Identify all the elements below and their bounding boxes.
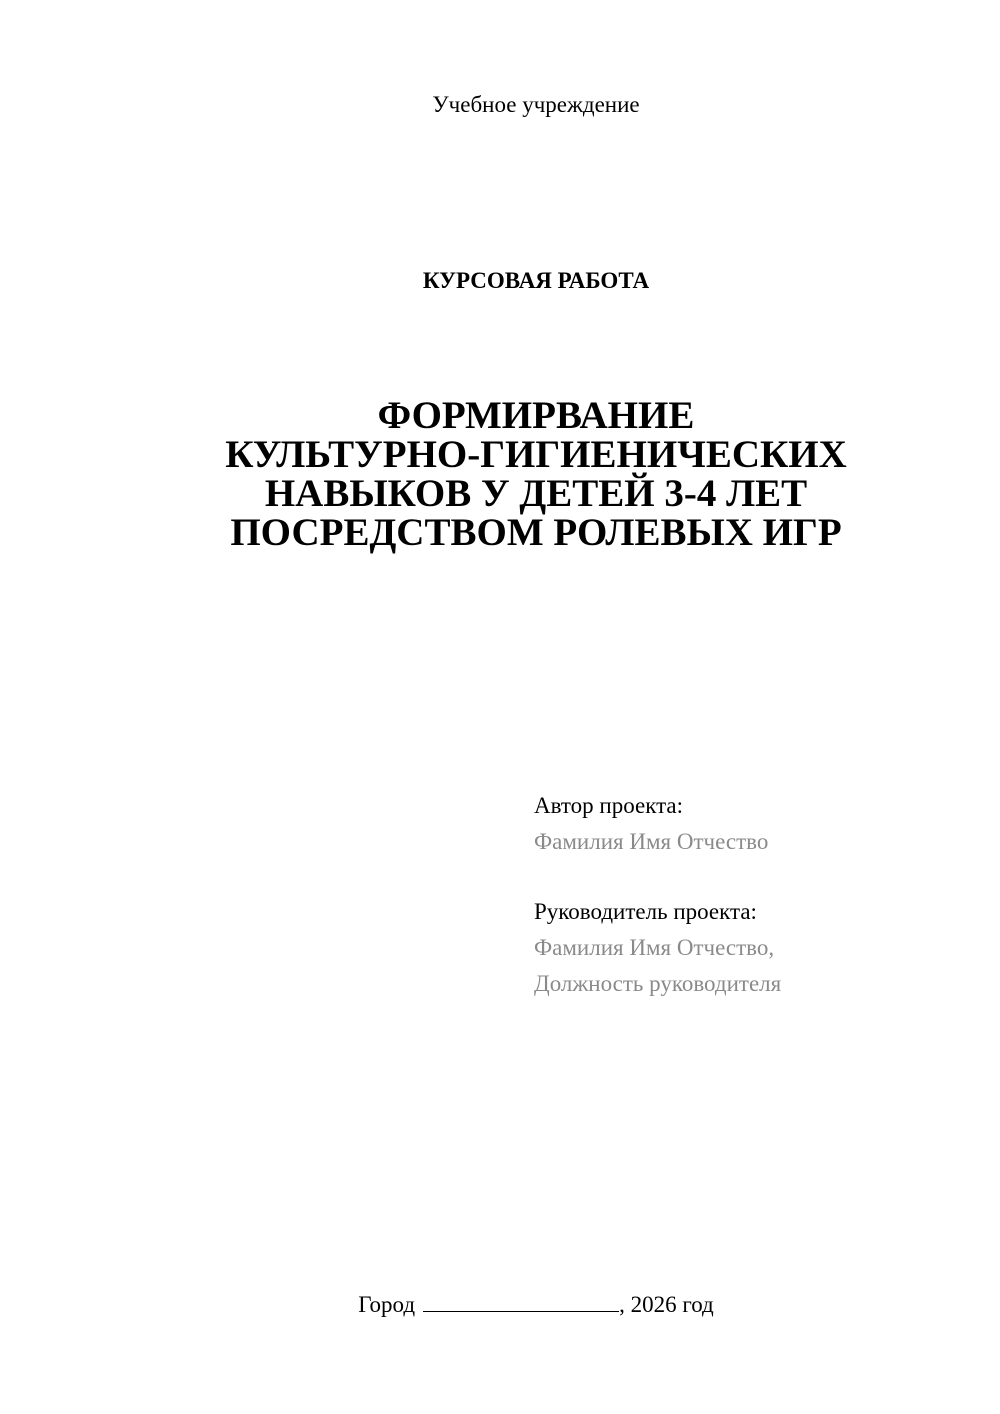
institution-name: Учебное учреждение	[432, 92, 640, 117]
title-line: ПОСРЕДСТВОМ РОЛЕВЫХ ИГР	[230, 511, 842, 554]
author-name: Фамилия Имя Отчество	[534, 829, 769, 854]
title-line: ФОРМИРВАНИЕ	[377, 394, 695, 437]
credits-spacer	[534, 860, 974, 894]
document-type: КУРСОВАЯ РАБОТА	[422, 268, 650, 293]
supervisor-label: Руководитель проекта:	[534, 899, 757, 924]
credits-block	[534, 788, 974, 1002]
title-line: НАВЫКОВ У ДЕТЕЙ 3-4 ЛЕТ	[264, 472, 808, 515]
document-title	[0, 396, 1000, 552]
year-text: , 2026 год	[619, 1292, 714, 1317]
footer-city-year	[0, 1290, 1000, 1320]
supervisor-name: Фамилия Имя Отчество,	[534, 935, 775, 960]
supervisor-position: Должность руководителя	[534, 971, 782, 996]
title-line: КУЛЬТУРНО-ГИГИЕНИЧЕСКИХ	[225, 433, 847, 476]
city-blank-line	[423, 1291, 619, 1312]
author-label: Автор проекта:	[534, 793, 683, 818]
city-label: Город	[358, 1292, 416, 1317]
